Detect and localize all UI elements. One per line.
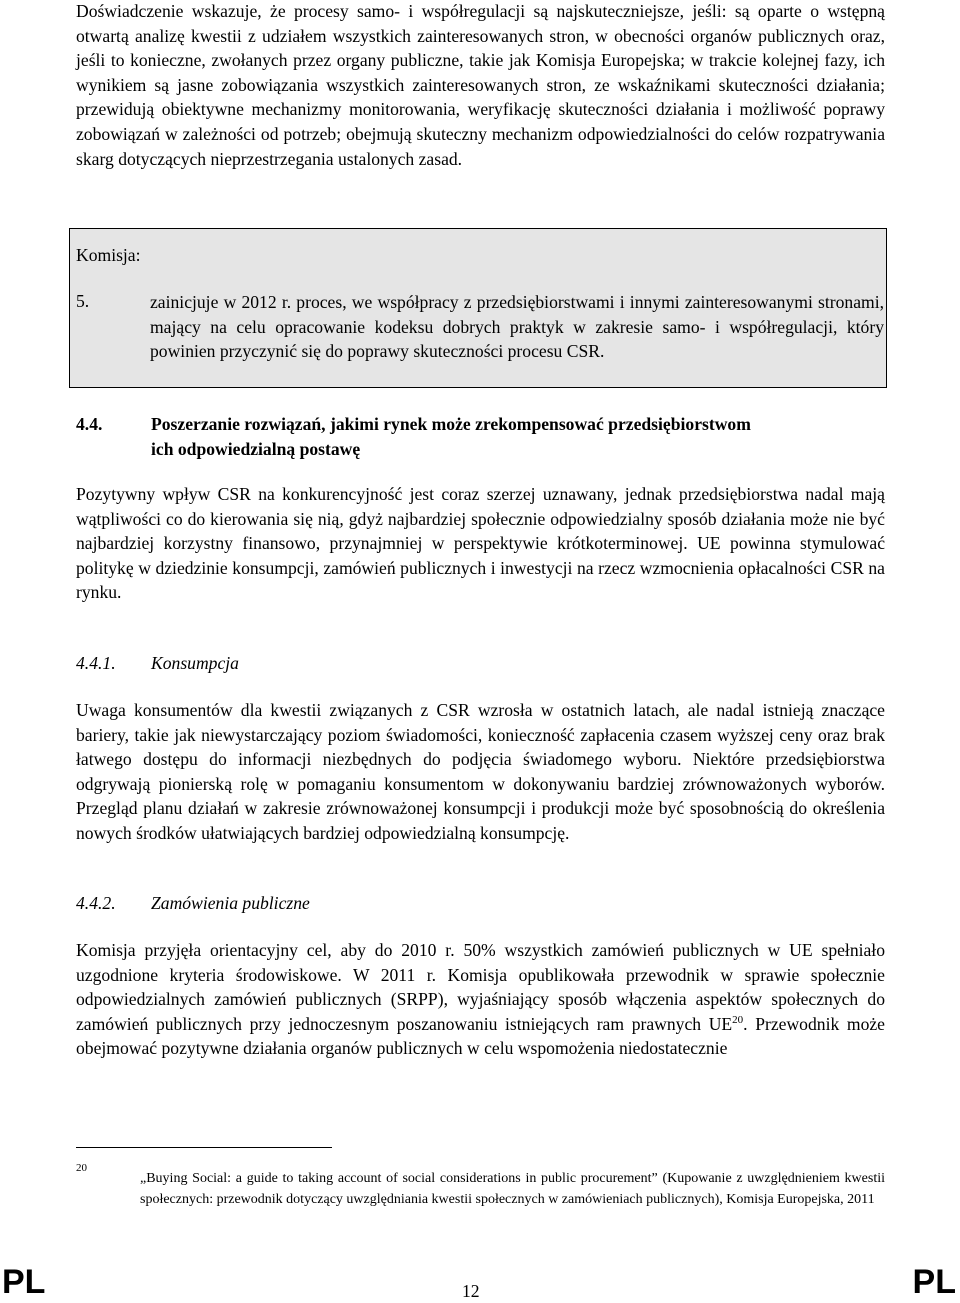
footnote-separator (76, 1147, 332, 1148)
intro-paragraph: Doświadczenie wskazuje, że procesy samo- i współregulacji są najskuteczniejsze, jeśli: są oparte o wstępną otwartą analizę kwestii z udziałem wszystkich zainteresowanych stron, w obecności organów publicznych oraz, jeśli to konieczne, zwołanych przez organy publiczne, takie jak Komisja Europejska; w trakcie kolejnej fazy, ich wynikiem są jasne zobowiązania wszystkich zainteresowanych stron, ze wskaźnikami skuteczności działania; przewidują obiektywne mechanizmy monitorowania, weryfikację skuteczności działania i możliwość poprawy zobowiązań w zależności od potrzeb; obejmują skuteczny mechanizm odpowiedzialności do celów rozpatrywania skarg dotyczących nieprzestrzegania ustalonych zasad. (76, 1, 885, 169)
section-4-4-number: 4.4. (76, 414, 103, 434)
section-4-4-2-text-part2: . Przewodnik może obejmować pozytywne działania organów publicznych w celu wspomożenia niedostatecznie (76, 1013, 885, 1059)
page-number: 12 (462, 1281, 480, 1301)
section-4-4-1-paragraph: Uwaga konsumentów dla kwestii związanych z CSR wzrosła w ostatnich latach, ale nadal istnieją znaczące bariery, takie jak niewystarczający poziom świadomości, konieczność zapłacenia czasem wyższej ceny oraz brak łatwego dostępu do informacji niezbędnych do podjęcia świadomego wyboru. Niektóre przedsiębiorstwa odgrywają pionierską rolę w pomaganiu konsumentom w dokonywaniu bardziej zrównoważonych wyborów. Przegląd planu działań w zakresie zrównoważonej konsumpcji i produkcji może być sposobnością do określenia nowych środków ułatwiających bardziej odpowiedzialną konsumpcję. (76, 700, 885, 843)
box-item-text: zainicjuje w 2012 r. proces, we współpracy z przedsiębiorstwami i innymi zainteresowanymi stronami, mający na celu opracowanie kodeksu dobrych praktyk w zakresie samo- i współregulacji, który powinien przyczynić się do poprawy skuteczności procesu CSR. (150, 292, 884, 362)
footnote-number: 20 (76, 1162, 87, 1174)
section-4-4-paragraph: Pozytywny wpływ CSR na konkurencyjność jest coraz szerzej uznawany, jednak przedsiębiorstwa nadal mają wątpliwości co do kierowania się nią, gdyż najbardziej społecznie odpowiedzialny sposób działania może nie być najbardziej korzystny finansowo, przynajmniej w perspektywie krótkoterminowej. UE powinna stymulować politykę w dziedzinie konsumpcji, zamówień publicznych i inwestycji na rzecz wzmocnienia opłacalności CSR na rynku. (76, 484, 885, 603)
section-4-4-2-heading (76, 891, 885, 916)
section-4-4-title-line1: Poszerzanie rozwiązań, jakimi rynek może zrekompensować przedsiębiorstwom (151, 414, 751, 434)
language-code-left: PL (2, 1263, 46, 1301)
box-item-number: 5. (76, 291, 90, 311)
section-4-4-2-text-part1: Komisja przyjęła orientacyjny cel, aby do 2010 r. 50% wszystkich zamówień publicznych w UE spełniało uzgodnione kryteria środowiskowe. W 2011 r. Komisja opublikowała przewodnik w sprawie społecznie odpowiedzialnych zamówień publicznych (SRPP), wyjaśniający sposób włączenia aspektów społecznych do zamówień publicznych przy jednoczesnym poszanowaniu istniejących ram prawnych UE (76, 940, 885, 1034)
section-4-4-title-line2: ich odpowiedzialną postawę (151, 439, 361, 459)
section-4-4-1-title: Konsumpcja (151, 653, 239, 673)
section-4-4-2-number: 4.4.2. (76, 893, 116, 913)
commission-action-box (69, 228, 887, 388)
section-4-4-2-paragraph (76, 938, 885, 1061)
box-title: Komisja: (76, 245, 141, 265)
section-4-4-heading (76, 412, 885, 462)
footnote-reference[interactable]: 20 (732, 1013, 744, 1026)
section-4-4-1-heading (76, 651, 885, 676)
section-4-4-1-number: 4.4.1. (76, 653, 116, 673)
section-4-4-2-title: Zamówienia publiczne (151, 893, 310, 913)
language-code-right: PL (912, 1263, 956, 1301)
footnote-text: „Buying Social: a guide to taking account of social considerations in public procurement” (Kupowanie z uwzględnieniem kwestii społecznych: przewodnik dotyczący uwzględniania kwestii społecznych w zamówieniach publicznych), Komisja Europejska, 2011 (140, 1171, 885, 1207)
